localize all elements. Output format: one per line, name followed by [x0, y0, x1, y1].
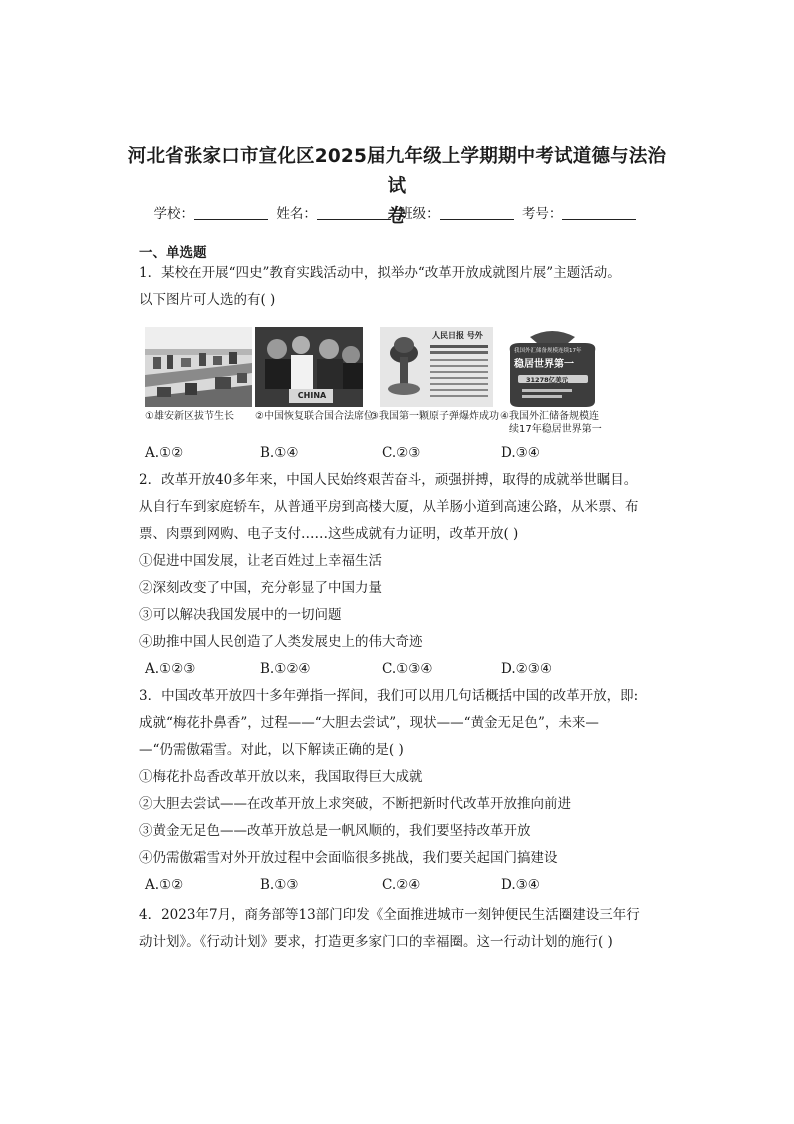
name-label: 姓名： — [276, 206, 317, 222]
exam-title-line-2: 卷 — [387, 206, 407, 227]
q2-option-a[interactable]: A.①②③ — [145, 661, 196, 677]
q1-picture-4-reserves — [500, 327, 605, 407]
q2-item-1: ①促进中国发展，让老百姓过上幸福生活 — [139, 553, 382, 569]
q1-caption-1: ①雄安新区拔节生长 — [145, 411, 234, 422]
q1-caption-2: ②中国恢复联合国合法席位 — [255, 411, 374, 422]
section-heading: 一、单选题 — [139, 245, 207, 261]
class-label: 班级： — [399, 206, 440, 222]
class-blank[interactable] — [440, 205, 514, 220]
q1-caption-3: ③我国第一颗原子弹爆炸成功 — [370, 411, 499, 422]
q1-line-1: 1．某校在开展“四史”教育实践活动中，拟举办“改革开放成就图片展”主题活动。 — [139, 265, 621, 281]
q2-line-2: 从自行车到家庭轿车，从普通平房到高楼大厦，从羊肠小道到高速公路，从米票、布 — [139, 499, 639, 515]
q3-item-2: ②大胆去尝试——在改革开放上求突破，不断把新时代改革开放推向前进 — [139, 796, 571, 812]
student-info-row — [0, 204, 794, 224]
q3-item-4: ④仍需傲霜雪对外开放过程中会面临很多挑战，我们要关起国门搞建设 — [139, 850, 558, 866]
q3-item-3: ③黄金无足色——改革开放总是一帆风顺的，我们要坚持改革开放 — [139, 823, 531, 839]
q3-option-a[interactable]: A.①② — [145, 877, 184, 893]
q2-item-2: ②深刻改变了中国，充分彰显了中国力量 — [139, 580, 382, 596]
q3-line-3: —“仍需傲霜雪。对此，以下解读正确的是( ) — [139, 742, 404, 758]
q3-option-c[interactable]: C.②④ — [382, 877, 421, 893]
name-blank[interactable] — [317, 205, 391, 220]
q1-picture-4-value: 31278亿美元 — [526, 376, 569, 384]
q1-picture-4-title: 稳居世界第一 — [514, 359, 574, 370]
exam-no-blank[interactable] — [562, 205, 636, 220]
school-label: 学校： — [153, 206, 195, 222]
q2-option-c[interactable]: C.①③④ — [382, 661, 433, 677]
exam-title-line-1: 河北省张家口市宣化区2025届九年级上学期期中考试道德与法治试 — [127, 146, 667, 197]
q3-option-b[interactable]: B.①③ — [260, 877, 299, 893]
q1-picture-3-newspaper — [380, 327, 493, 407]
q1-option-d[interactable]: D.③④ — [501, 445, 540, 461]
q2-item-3: ③可以解决我国发展中的一切问题 — [139, 607, 342, 623]
q2-option-b[interactable]: B.①②④ — [260, 661, 311, 677]
exam-no-label: 考号： — [521, 206, 563, 222]
q1-picture-3-header: 人民日报 号外 — [432, 331, 483, 340]
q1-option-a[interactable]: A.①② — [145, 445, 184, 461]
q1-caption-4a: ④我国外汇储备规模连 — [500, 411, 599, 422]
q3-item-1: ①梅花扑岛香改革开放以来，我国取得巨大成就 — [139, 769, 423, 785]
q2-line-1: 2．改革开放40多年来，中国人民始终艰苦奋斗，顽强拼搏，取得的成就举世瞩目。 — [139, 472, 638, 488]
q1-picture-1-city — [145, 327, 252, 407]
q1-picture-2-sign: CHINA — [297, 391, 327, 400]
q1-picture-2-un-seat — [255, 327, 363, 407]
q1-caption-4b: 续17年稳居世界第一 — [509, 424, 602, 435]
q2-line-3: 票、肉票到网购、电子支付……这些成就有力证明，改革开放( ) — [139, 526, 519, 542]
q2-item-4: ④助推中国人民创造了人类发展史上的伟大奇迹 — [139, 634, 423, 650]
q1-picture-4-banner: 我国外汇储备规模连续17年 — [514, 348, 582, 354]
q3-line-2: 成就“梅花扑鼻香”，过程——“大胆去尝试”，现状——“黄金无足色”，未来— — [139, 715, 599, 731]
q1-option-b[interactable]: B.①④ — [260, 445, 299, 461]
q4-line-2: 动计划》。《行动计划》要求，打造更多家门口的幸福圈。这一行动计划的施行( ) — [139, 934, 613, 950]
q1-option-c[interactable]: C.②③ — [382, 445, 421, 461]
q2-option-d[interactable]: D.②③④ — [501, 661, 552, 677]
q3-line-1: 3．中国改革开放四十多年弹指一挥间，我们可以用几句话概括中国的改革开放，即: — [139, 688, 639, 704]
q3-option-d[interactable]: D.③④ — [501, 877, 540, 893]
q1-line-2: 以下图片可人选的有( ) — [139, 292, 276, 308]
q4-line-1: 4．2023年7月，商务部等13部门印发《全面推进城市一刻钟便民生活圈建设三年行 — [139, 907, 640, 923]
school-blank[interactable] — [194, 205, 268, 220]
